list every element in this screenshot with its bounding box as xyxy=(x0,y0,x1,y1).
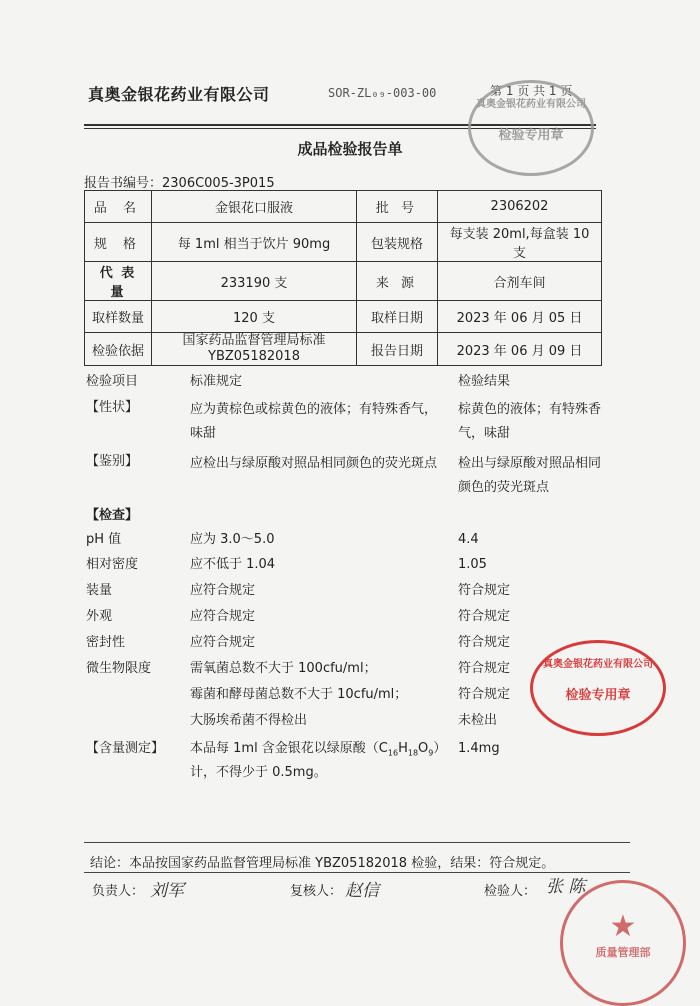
density-item: 相对密度 xyxy=(86,557,139,572)
stamp-main-text: 检验专用章 xyxy=(498,128,564,143)
assay-sub-3: 9 xyxy=(428,748,434,758)
basis-value xyxy=(152,333,357,366)
look-standard: 应符合规定 xyxy=(190,609,256,624)
responsible-signature: 刘军 xyxy=(150,881,184,901)
ph-standard: 应为 3.0～5.0 xyxy=(190,532,275,547)
reviewer-signature: 赵信 xyxy=(345,881,379,901)
density-result: 1.05 xyxy=(458,557,487,572)
source-value: 合剂车间 xyxy=(438,262,602,301)
conclusion-text: 结论：本品按国家药品监督管理局标准 YBZ05182018 检验，结果：符合规定。 xyxy=(90,856,555,871)
appearance-standard: 应为黄棕色或棕黄色的液体；有特殊香气，味甜 xyxy=(190,402,438,441)
seal-result: 符合规定 xyxy=(458,635,511,650)
stamp-org-text: 真奥金银花药业有限公司 xyxy=(543,659,653,670)
product-value: 金银花口服液 xyxy=(152,191,357,223)
quality-dept-stamp xyxy=(560,880,686,1006)
table-row xyxy=(85,191,602,223)
fill-item: 装量 xyxy=(86,583,113,598)
sample-qty-label: 取样数量 xyxy=(85,301,152,333)
assay-standard-line2: 计，不得少于 0.5mg。 xyxy=(190,765,327,780)
page-info: 第 1 页 共 1 页 xyxy=(490,84,573,98)
star-icon: ★ xyxy=(609,909,637,944)
micro-result-2: 符合规定 xyxy=(458,687,511,702)
appearance-item: 【性状】 xyxy=(86,400,139,415)
stamp-main-text: 质量管理部 xyxy=(595,946,651,959)
basis-value-line2: YBZ05182018 xyxy=(208,349,300,364)
report-date-value: 2023 年 06 月 09 日 xyxy=(438,333,602,366)
seal-standard: 应符合规定 xyxy=(190,635,256,650)
product-label: 品 名 xyxy=(85,191,152,223)
batch-label: 批 号 xyxy=(357,191,438,223)
results-item-header: 检验项目 xyxy=(86,374,139,389)
basis-label: 检验依据 xyxy=(85,333,152,366)
results-result-header: 检验结果 xyxy=(458,374,511,389)
appearance-result: 棕黄色的液体；有特殊香气，味甜 xyxy=(458,402,602,441)
basis-value-line1: 国家药品监督管理局标准 xyxy=(182,333,326,348)
table-row xyxy=(85,301,602,333)
representative-qty-label: 代 表 量 xyxy=(85,262,152,301)
assay-item: 【含量测定】 xyxy=(86,741,165,756)
table-row xyxy=(85,262,602,301)
results-standard-header: 标准规定 xyxy=(190,374,243,389)
conclusion-divider xyxy=(84,842,630,843)
fill-result: 符合规定 xyxy=(458,583,511,598)
inspection-seal-stamp-red xyxy=(530,640,666,736)
sample-date-label: 取样日期 xyxy=(357,301,438,333)
assay-standard-text-d: ） xyxy=(433,741,447,756)
assay-sub-1: 16 xyxy=(387,748,399,758)
batch-value: 2306202 xyxy=(438,191,602,223)
stamp-main-text: 检验专用章 xyxy=(565,688,631,703)
micro-standard-2: 霉菌和酵母菌总数不大于 10cfu/ml； xyxy=(190,687,408,702)
seal-item: 密封性 xyxy=(86,635,126,650)
look-item: 外观 xyxy=(86,609,113,624)
report-date-label: 报告日期 xyxy=(357,333,438,366)
assay-standard-text-c: O xyxy=(418,741,429,756)
report-title: 成品检验报告单 xyxy=(297,140,403,158)
ph-result: 4.4 xyxy=(458,532,479,547)
sample-date-value: 2023 年 06 月 05 日 xyxy=(438,301,602,333)
stamp-org-text: 真奥金银花药业有限公司 xyxy=(476,99,586,110)
report-number: 报告书编号：2306C005-3P015 xyxy=(84,176,275,191)
density-standard: 应不低于 1.04 xyxy=(190,557,276,572)
identification-result: 检出与绿原酸对照品相同颜色的荧光斑点 xyxy=(458,456,602,495)
assay-standard-text-b: H xyxy=(398,741,408,756)
micro-item: 微生物限度 xyxy=(86,661,152,676)
pack-label: 包装规格 xyxy=(357,223,438,262)
pack-value: 每支装 20ml,每盒装 10 支 xyxy=(438,223,602,262)
assay-sub-2: 18 xyxy=(407,748,419,758)
inspector-signature: 张 陈 xyxy=(546,877,586,897)
source-label: 来 源 xyxy=(357,262,438,301)
table-row xyxy=(85,223,602,262)
spec-value: 每 1ml 相当于饮片 90mg xyxy=(152,223,357,262)
assay-result: 1.4mg xyxy=(458,741,500,756)
spec-label: 规 格 xyxy=(85,223,152,262)
reviewer-label: 复核人： xyxy=(290,884,343,899)
responsible-label: 负责人： xyxy=(92,884,145,899)
representative-qty-value: 233190 支 xyxy=(152,262,357,301)
micro-standard-1: 需氧菌总数不大于 100cfu/ml； xyxy=(190,661,377,676)
inspector-label: 检验人： xyxy=(484,884,537,899)
identification-item: 【鉴别】 xyxy=(86,454,139,469)
ph-item: pH 值 xyxy=(86,532,122,547)
micro-standard-3: 大肠埃希菌不得检出 xyxy=(190,713,308,728)
company-name: 真奥金银花药业有限公司 xyxy=(88,85,270,104)
micro-result-3: 未检出 xyxy=(458,713,498,728)
table-row xyxy=(85,333,602,366)
assay-standard xyxy=(190,739,460,764)
product-info-table xyxy=(84,190,602,366)
fill-standard: 应符合规定 xyxy=(190,583,256,598)
identification-standard: 应检出与绿原酸对照品相同颜色的荧光斑点 xyxy=(190,456,438,471)
document-code: SOR-ZL₀₉-003-00 xyxy=(328,86,437,100)
assay-standard-text-a: 本品每 1ml 含金银花以绿原酸（C xyxy=(190,741,388,756)
sample-qty-value: 120 支 xyxy=(152,301,357,333)
inspection-seal-stamp-grey xyxy=(468,80,594,176)
check-section-heading: 【检查】 xyxy=(86,508,139,523)
micro-result-1: 符合规定 xyxy=(458,661,511,676)
look-result: 符合规定 xyxy=(458,609,511,624)
